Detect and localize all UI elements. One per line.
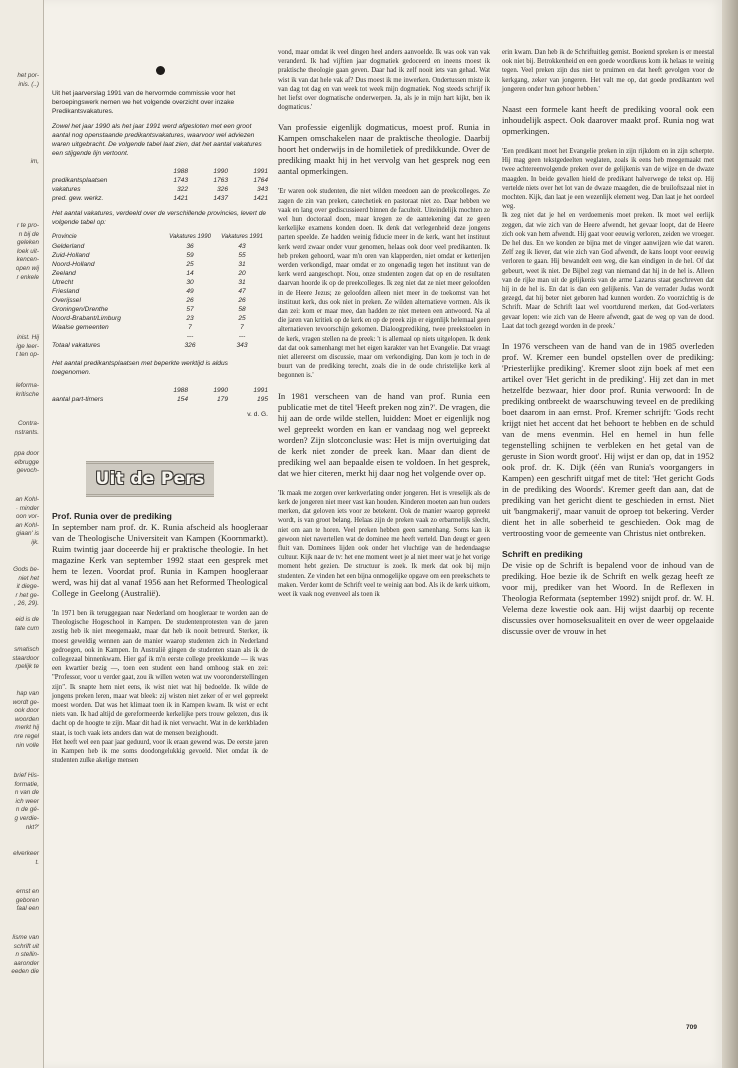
table-cell: 1763 <box>213 177 228 184</box>
table-cell: 26 <box>186 297 194 304</box>
column-1 <box>52 52 268 765</box>
article-paragraph: In 1976 verscheen van de hand van de in 1985 overleden prof. W. Kremer een bundel opstellen over de prediking: 'Priesterlijke prediking'. Kremer sloot zijn boek af met een artikel over 'Het gericht in de prediking'. Hij zet dan in met hetzelfde bezwaar, hier door prof. Runia verwoord: In de prediking ontbreekt de waarschuwing teveel en de prediking boet daarom in aan ernst. Prof. Kremer schrijft: 'Gods recht krijgt niet het accent dat het behoort te hebben en de schuld van de mens evenmin. Hel en hemel in hun felle tegenstelling schijnen te verbleken en het getal van de geruste in Sion wordt groot'. Hij wijst er dan op, dat in 1952 ook prof. dr. K. Dijk (één van Runia's voorgangers in Kampen) een geschrift uitgaf met de titel: 'Het gericht Gods in de prediking des Woords'. Kremer geeft dan aan, dat de prediking van het gericht dient te geschieden in ernst. Niet uit 'bangmakerij', maar vanuit de oproep tot bekering. Verder dient het in alle soberheid te geschieden. Ook mag de vertroosting voor de gemeente van Christus niet ontbreken. <box>502 341 714 539</box>
signature: v. d. G. <box>247 411 268 418</box>
table-row <box>52 278 268 287</box>
table-cell: predikantsplaatsen <box>52 177 108 184</box>
margin-fragment: ppa door elbrugge gevoch- <box>14 450 39 475</box>
article-paragraph: Van professie eigenlijk dogmaticus, moest prof. Runia in Kampen omschakelen naar de praktische theologie. Daarbij hoort het onderwijs in de homiletiek of predikkunde. Over de prediking maakt hij in het vervolg van het gesprek nog een aantal opmerkingen. <box>278 122 490 177</box>
article-paragraph: In 1981 verscheen van de hand van prof. Runia een publicatie met de titel 'Heeft preken nog zin?'. De vragen, die hij aan de orde wilde stellen, luidden: Moet er eigenlijk nog wel gepreekt worden en kan er vandaag nog wel gepreekt worden? Zijn slotconclusie was: Het is mijn overtuiging dat de kerk niet zonder de preek kan. Maar dan dient de prediking wel aan bepaalde eisen te voldoen. In het gesprek, dat we hier citeren, merkt hij daar nog het volgende over op. <box>278 390 490 478</box>
table-header: 1990 <box>213 168 228 175</box>
table-cell: 30 <box>186 279 194 286</box>
table-cell: Gelderland <box>52 243 85 250</box>
table-cell: Waalse gemeenten <box>52 324 109 331</box>
table-row <box>52 296 268 305</box>
table-row <box>52 260 268 269</box>
table-cell: 31 <box>238 279 246 286</box>
margin-fragment: lisme van schrift uit n stellin- aaronder eeden die <box>11 934 39 976</box>
table-row <box>52 314 268 323</box>
table-cell: 179 <box>216 396 228 403</box>
article-paragraph: In september nam prof. dr. K. Runia afscheid als hoogleraar van de Theologische Universiteit van Kampen (Koornmarkt). Ruim twintig jaar doceerde hij er praktische theologie. In het magazine Kerk van september 1992 staat een gesprek met hem te lezen. Voordat prof. Runia in Kampen hoogleraar werd, was hij dat al vanaf 1956 aan het Reformed Theological College in Geelong (Australië). <box>52 522 268 598</box>
table-header: Vakatures 1991 <box>221 234 263 240</box>
quote-paragraph: 'Ik maak me zorgen over kerkverlating onder jongeren. Het is vreselijk als de kerk de jongeren niet meer vast kan houden. Kinderen moeten aan hun ouders merken, dat geloven iets voor ze betekent. Ook de manier waarop gepreekt wordt, is van groot belang. Helaas zijn de preken vaak zo erbarmelijk slecht, niet om aan te horen. Veel preken hebben geen samenhang. Soms kan ik gewoon niet navertellen wat de dominee me heeft verteld. Dan deugt er geen fluit van. Dominees lijden ook onder het vluchtige van de hedendaagse cultuur. Kijk naar de tv: het ene moment weet je al niet meer wat je het vorige moment hebt gezien. De structuur is zoek. Ik merk dat ook bij mijn studenten. Ze vinden het een bijna onmogelijke opgave om een preekschets te maken. Verder komt de Schrift veel te weinig aan bod. Als ik de kerk uitkom, weet ik vaak nog evenveel als toen ik <box>278 489 490 598</box>
intro-paragraph: Uit het jaarverslag 1991 van de hervormde commissie voor het beroepingswerk nemen we het volgende overzicht over inzake Predikantsvakatures. <box>52 90 236 115</box>
table-dash-row <box>52 332 268 341</box>
binding-shadow <box>722 0 738 1068</box>
article-title: Prof. Runia over de prediking <box>52 511 172 521</box>
table-cell: 43 <box>238 243 246 250</box>
margin-fragment: smatisch staardoor rpelijk te <box>12 646 39 671</box>
page-number: 709 <box>686 1024 698 1031</box>
table-cell: 23 <box>186 315 194 322</box>
table-cell: 25 <box>186 261 194 268</box>
table-row <box>52 251 268 260</box>
table-vakatures-summary <box>52 167 268 203</box>
table-cell: 58 <box>238 306 246 313</box>
table-cell: 326 <box>184 342 196 349</box>
article-paragraph: Naast een formele kant heeft de prediking vooral ook een inhoudelijk aspect. Ook daarover maakt prof. Runia nog wat opmerkingen. <box>502 104 714 137</box>
margin-fragment: elverkeer t. <box>13 850 39 866</box>
column-3 <box>502 48 714 637</box>
table-header: 1988 <box>173 168 188 175</box>
table-header-row <box>52 167 268 176</box>
table-cell: 322 <box>176 186 188 193</box>
table-header-row <box>52 233 268 242</box>
table-header: Provincie <box>52 234 77 240</box>
table-header: 1990 <box>213 387 228 394</box>
table-row <box>52 323 268 332</box>
margin-fragment: an Kohl- · minder oon vor- an Kohl- giaan' is ijk. <box>15 496 39 546</box>
table-cell: Noord-Brabant/Limburg <box>52 315 121 322</box>
table-cell: 25 <box>238 315 246 322</box>
margin-fragment: leforma- kritische <box>15 382 39 398</box>
table-cell: 49 <box>186 288 194 295</box>
table-cell: 7 <box>240 324 244 331</box>
table-header: Vakatures 1990 <box>169 234 211 240</box>
table-header: 1991 <box>253 387 268 394</box>
article-paragraph: De visie op de Schrift is bepalend voor de inhoud van de prediking. Hoe bezie ik de Schrift en welk gezag heeft ze voor mij, prediker van het Woord. In de Reflexen in Theologia Reformata (september 1992) snijdt prof. dr. W. H. Velema deze kwestie ook aan. Hij wijst daarbij op recente discussies over homoseksualiteit en over de weer opgelaaide discussie over de vrouw in het <box>502 560 714 637</box>
table-row <box>52 395 268 404</box>
table-cell: 59 <box>186 252 194 259</box>
margin-fragment: hap van wordt ge- ook door woorden merkt hij nre regel nin volle <box>12 690 39 749</box>
table-cell: Totaal vakatures <box>52 342 101 349</box>
margin-fragment: inist. Hij ige leer- t ten op- <box>15 334 39 359</box>
section-title: Uit de Pers <box>95 469 205 489</box>
margin-fragment: het por- inis. (..) <box>17 72 39 88</box>
quote-paragraph: 'Een predikant moet het Evangelie preken in zijn rijkdom en in zijn scherpte. Hij mag geen tekstgedeelten weglaten, zoals ik eens heb meegemaakt met twee achtereenvolgende preken over de gelijkenis van de wijze en de dwaze maagden. In beide gevallen hield de predikant halverwege de tekst op. Hij vertelde niets over het lot van de dwaze maagden, die de bruiloftszaal niet in mochten. Kijk, dan laat je een wezenlijk element weg. Dan laat je het oordeel weg. Ik zeg niet dat je hel en verdoemenis moet preken. Ik moet wel eerlijk zeggen, dat wie zich van de Heere afwendt, het gevaar loopt, dat de Heere zich ook van hem afwendt. Hij gaat voor eeuwig verloren, zeiden we vroeger. De hel dus. En we konden ze bijna met de vinger aanwijzen wie dat waren. Zelf zeg ik liever, dat wie zich van God afwendt, de kans loopt voor eeuwig verloren te gaan. Hij bewandelt een weg, die kan eindigen in de hel. Of dat gebeurt, weet ik niet. De Bijbel zegt van niemand dat hij in de hel is. Alleen van de rijke man uit de gelijkenis van de arme Lazarus staat geschreven dat hij in de hel is. En dat is dan een gelijkenis. Van de verrader Judas wordt gezegd, dat hij beter niet geboren had kunnen worden. Zo voorzichtig is de Schrift. Maar de Schrift laat wel voortdurend merken, dat God-verlaters gevaar lopen: wie zich van de Heere afwendt, gaat de weg op van de dood. Laat dat toch gezegd worden in de preek.' <box>502 148 714 330</box>
margin-fragment: eid is de tate cum <box>14 616 39 632</box>
table-cell: Overijssel <box>52 297 81 304</box>
table-cell: 195 <box>256 396 268 403</box>
table-cell: vakatures <box>52 186 81 193</box>
table-cell: 1421 <box>253 195 268 202</box>
quote-paragraph: Het heeft wel een paar jaar geduurd, voor ik eraan gewend was. De eerste jaren in Kampen heb ik me soms doodongelukkig gevoeld. Niet omdat ik de studenten zulke akelige mensen <box>52 738 268 765</box>
table-cell: Zuid-Holland <box>52 252 90 259</box>
table-cell: 343 <box>236 342 248 349</box>
table-header-row <box>52 386 268 395</box>
table-cell: 1437 <box>213 195 228 202</box>
table-total-row <box>52 341 268 350</box>
table-cell: 7 <box>188 324 192 331</box>
margin-fragment: brief His- formatie, n van de ich weer n de gé- g verdie- nkt?' <box>13 772 39 831</box>
table-header: 1988 <box>173 387 188 394</box>
table-caption: Het aantal vakatures, verdeeld over de verschillende provincies, levert de volgende tabel op: <box>52 210 267 226</box>
table-cell: 31 <box>238 261 246 268</box>
margin-fragment: im, <box>30 158 39 165</box>
table-cell: 1764 <box>253 177 268 184</box>
table-cell: Groningen/Drenthe <box>52 306 109 313</box>
table-row <box>52 269 268 278</box>
table-cell: 343 <box>256 186 268 193</box>
table-caption: Het aantal predikantsplaatsen met beperkte werktijd is aldus toegenomen. <box>52 360 228 376</box>
table-cell: 1421 <box>173 195 188 202</box>
table-cell: Noord-Holland <box>52 261 95 268</box>
table-dash: --- <box>186 333 194 340</box>
intro-paragraph-italic: Zowel het jaar 1990 als het jaar 1991 werd afgesloten met een groot aantal nog openstaande predikantsvakatures, waarvoor wel adviezen waren uitgebracht. De volgende tabel laat zien, dat het aantal vakatures een stijgende lijn vertoont. <box>52 123 262 157</box>
quote-paragraph: 'In 1971 ben ik teruggegaan naar Nederland om hoogleraar te worden aan de Theologische Hogeschool in Kampen. De studentenprotesten van de jaren zestig heb ik niet meegemaakt, maar dat heb ik nooit betreurd. Sterker, ik moest geweldig wennen aan de manier waarop studenten zich in Nederland gedroegen, ook in Kampen. In Australië gingen de studenten staan als ik de collegezaal binnenkwam. Hier gaf ik m'n eerste college preekkunde — ik was een kwartier bezig —, toen een student een hand omhoog stak en zei: "Professor, voor u verder gaat, zou ik willen weten wat uw vooronderstellingen zijn". Ik snapte hem niet eens, ik wist niet wat hij bedoelde. Ik wilde de jongens preken leren, maar wat bleek: zij wisten niet zeker of er wel gepreekt moest worden. Dat was het klimaat toen ik in Kampen kwam. Ik wist er echt niets van. Ik had altijd de gereformeerde kerkelijke pers trouw gelezen, dus ik dacht op de hoogte te zijn. Maar dit had ik niet verwacht. Wat in de kerkbladen staat, is toch vaak iets anders dan wat de mensen bezighoudt. <box>52 610 268 737</box>
table-part-timers <box>52 386 268 404</box>
table-cell: aantal part-timers <box>52 396 104 403</box>
article-subheading: Schrift en prediking <box>502 549 583 560</box>
quote-paragraph: erin kwam. Dan heb ik de Schriftuitleg gemist. Boeiend spreken is er meestal ook niet bij. Betrokkenheid en een goede woordkeus kom ik helaas te weinig tegen. Veel preken zijn dus niet te pruimen en dat heeft gevolgen voor de kerkgang, zeker van jongeren. Het valt me op, dat goede predikanten wel jongeren onder hun gehoor hebben.' <box>502 49 714 93</box>
table-cell: 55 <box>238 252 246 259</box>
column-2 <box>278 48 490 599</box>
table-row <box>52 176 268 185</box>
margin-fragment: ernst en geboren faal een <box>15 888 39 913</box>
table-cell: 36 <box>186 243 194 250</box>
table-cell: 14 <box>186 270 194 277</box>
table-dash: --- <box>238 333 246 340</box>
table-row <box>52 194 268 203</box>
table-cell: 1743 <box>173 177 188 184</box>
margin-fragment: r te pro- n bij de geleken loek uit- kencen- open wij r enkele <box>15 222 39 281</box>
bullet-icon <box>156 66 165 75</box>
table-header: 1991 <box>253 168 268 175</box>
table-cell: pred. gew. werkz. <box>52 195 104 202</box>
quote-paragraph: vond, maar omdat ik veel dingen heel anders aanvoelde. Ik was ook van vak veranderd. Ik had vijftien jaar dogmatiek gedoceerd en ineens moest ik praktische theologie gaan geven. Daar had ik zelf nooit iets van gehad. Wat wist ik van dat hele vak af? Dus moest ik me inwerken. Ondertussen miste ik van dag tot dag en van week tot week mijn dogmatiek. Nog steeds schrijf ik het liefst over dogmatische onderwerpen. Ja, als je in mijn hart kijkt, ben ik dogmaticus.' <box>278 49 490 112</box>
table-cell: Friesland <box>52 288 80 295</box>
table-row <box>52 242 268 251</box>
section-banner <box>86 461 214 497</box>
table-provinces <box>52 233 268 332</box>
table-cell: 326 <box>216 186 228 193</box>
table-cell: 26 <box>238 297 246 304</box>
table-row <box>52 305 268 314</box>
table-cell: 57 <box>186 306 194 313</box>
table-row <box>52 287 268 296</box>
previous-page-margin <box>0 0 44 1068</box>
table-cell: Utrecht <box>52 279 74 286</box>
table-cell: 20 <box>238 270 246 277</box>
table-cell: Zeeland <box>52 270 76 277</box>
table-cell: 154 <box>176 396 188 403</box>
quote-paragraph: 'Er waren ook studenten, die niet wilden meedoen aan de preekcolleges. Ze zagen de zin van preken, catechetiek en pastoraat niet zo. Daar hebben we vaak en lang over gediscussieerd binnen de faculteit. Uiteindelijk mochten ze wel hun doctoraal doen, maar kregen ze de aantekening dat ze geen kerkelijke examens konden doen. Ik denk dat verlegenheid deze jongens parten speelde. Ze hadden weinig fiducie meer in de kerk, want het instituut kerk werd zwaar onder vuur genomen, helaas ook door veel predikanten. Ik heb preken gehoord, waar m'n oren van klapperden, niet omdat er ketterijen werden verkondigd, maar omdat er zo ongenadig tegen het instituut van de kerk werd aangeschopt. Nou, onze studenten zogen dat op en de resultaten daarvan hoorde ik op de preekcolleges. Ik zeg niet dat ze niet meer geloofden in de Heere Jezus; ze geloofden alleen niet meer in de toekomst van het instituut kerk, dus ook niet in preken. Ze wilden alternatieve vormen. Als ik dan zei: kom er maar mee, dan hadden ze niet meteen een antwoord. Na al die jaren van kritiek op de kerk en op de preek zijn er eigenlijk helemaal geen alternatieven tevoorschijn gekomen. Dialoogprediking, twee preekstoelen in de kerk, vragen stellen na de preek: 't is allemaal op niets uitgelopen. Ik denk dat dat ook samenhangt met het eigen karakter van het Evangelie. Dat vraagt niet allereerst om discussie, maar om verkondiging. Dan kom je toch in de buurt van de prediking terecht, zoals die in de oude christelijke kerk al begonnen is.' <box>278 188 490 380</box>
margin-fragment: Contra- nstrants. <box>14 420 39 436</box>
margin-fragment: Gods be- niet het it diege- r het ge- , 26, 29). <box>13 566 39 608</box>
table-row <box>52 185 268 194</box>
table-cell: 47 <box>238 288 246 295</box>
